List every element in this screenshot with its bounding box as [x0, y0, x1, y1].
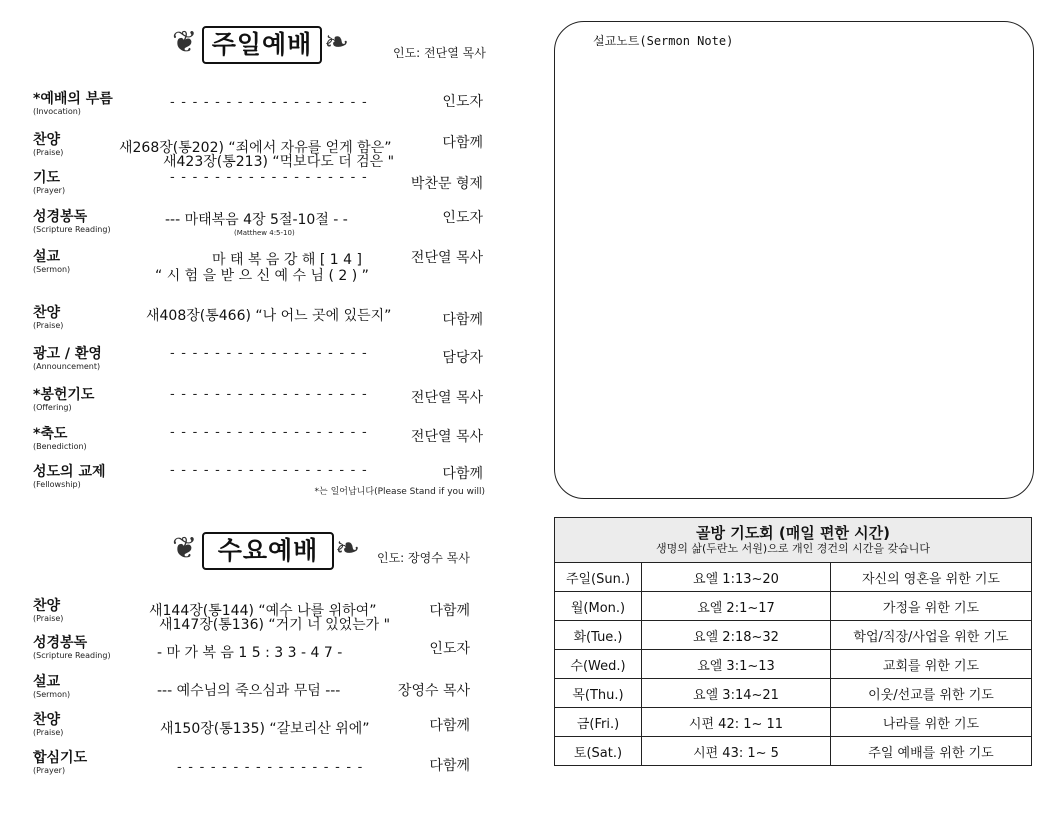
- hymn-line: 새144장(통144) “예수 나를 위하여”: [149, 603, 377, 619]
- sermon-series: 마 태 복 음 강 해 [ 1 4 ]: [212, 252, 362, 268]
- order-item-by: 다함께: [442, 312, 483, 328]
- table-row: [555, 563, 1032, 592]
- table-row: [555, 708, 1032, 737]
- left-flourish-icon: ❦: [172, 25, 198, 60]
- prayer-title: 골방 기도회 (매일 편한 시간): [696, 524, 890, 542]
- day-cell: 화(Tue.): [555, 621, 642, 650]
- order-item-by: 인도자: [442, 210, 483, 226]
- scripture-reference: - 마 가 복 음 1 5 : 3 3 - 4 7 -: [157, 645, 343, 661]
- topic-cell: 이웃/선교를 위한 기도: [831, 679, 1032, 708]
- wed-item-by: 다함께: [429, 758, 470, 774]
- wed-item-praise: 찬양 (Praise): [33, 598, 64, 623]
- wed-item-scripture: 성경봉독 (Scripture Reading): [33, 635, 111, 660]
- hymn-line: 새268장(통202) “죄에서 자유를 얻게 함은”: [119, 140, 392, 156]
- table-row: [555, 737, 1032, 766]
- passage-cell: 요엘 3:14~21: [642, 679, 831, 708]
- passage-cell: 요엘 1:13~20: [642, 563, 831, 592]
- prayer-table-header: [555, 518, 1032, 563]
- sermon-note-title: 설교노트(Sermon Note): [593, 34, 734, 48]
- order-item-sermon: 설교 (Sermon): [33, 249, 71, 274]
- order-item-by: 전단열 목사: [410, 390, 483, 406]
- right-flourish-icon: ❧: [324, 25, 350, 60]
- dash-leader: -----------------: [177, 760, 369, 775]
- passage-cell: 시편 43: 1~ 5: [642, 737, 831, 766]
- order-item-by: 다함께: [442, 135, 483, 151]
- dash-leader: ------------------: [170, 425, 374, 440]
- order-item-by: 박찬문 형제: [410, 176, 483, 192]
- order-item-by: 인도자: [442, 94, 483, 110]
- wed-item-by: 다함께: [429, 603, 470, 619]
- wed-item-prayer: 합심기도 (Prayer): [33, 750, 88, 775]
- table-row: [555, 621, 1032, 650]
- wednesday-leader: 인도: 장영수 목사: [377, 551, 470, 565]
- order-item-invocation: *예배의 부름 (Invocation): [33, 91, 113, 116]
- prayer-subtitle: 생명의 삶(두란노 서원)으로 개인 경건의 시간을 갖습니다: [656, 542, 930, 555]
- order-item-praise-2: 찬양 (Praise): [33, 305, 64, 330]
- wed-item-praise-2: 찬양 (Praise): [33, 712, 64, 737]
- passage-cell: 요엘 3:1~13: [642, 650, 831, 679]
- right-flourish-icon: ❧: [335, 531, 361, 566]
- wed-item-by: 인도자: [429, 641, 470, 657]
- order-item-by: 전단열 목사: [410, 250, 483, 266]
- scripture-english: (Matthew 4:5-10): [234, 229, 295, 237]
- order-item-fellowship: 성도의 교제 (Fellowship): [33, 464, 106, 489]
- topic-cell: 교회를 위한 기도: [831, 650, 1032, 679]
- hymn-line: 새150장(통135) “갈보리산 위에”: [160, 721, 370, 737]
- order-item-benediction: *축도 (Benediction): [33, 426, 87, 451]
- order-item-praise: 찬양 (Praise): [33, 132, 64, 157]
- day-cell: 목(Thu.): [555, 679, 642, 708]
- hymn-line: 새408장(통466) “나 어느 곳에 있든지”: [146, 308, 392, 324]
- table-row: [555, 650, 1032, 679]
- order-item-by: 다함께: [442, 466, 483, 482]
- day-cell: 수(Wed.): [555, 650, 642, 679]
- sermon-note-box[interactable]: [554, 21, 1034, 499]
- topic-cell: 자신의 영혼을 위한 기도: [831, 563, 1032, 592]
- topic-cell: 나라를 위한 기도: [831, 708, 1032, 737]
- order-item-by: 담당자: [442, 350, 483, 366]
- day-cell: 토(Sat.): [555, 737, 642, 766]
- table-row: [555, 592, 1032, 621]
- dash-leader: ------------------: [170, 346, 374, 361]
- wed-item-sermon: 설교 (Sermon): [33, 674, 71, 699]
- sunday-title: 주일예배: [202, 26, 322, 64]
- sermon-title: “ 시 험 을 받 으 신 예 수 님 ( 2 ) ”: [155, 268, 369, 284]
- passage-cell: 요엘 2:1~17: [642, 592, 831, 621]
- sunday-banner: [172, 22, 352, 66]
- wed-item-by: 다함께: [429, 718, 470, 734]
- passage-cell: 시편 42: 1~ 11: [642, 708, 831, 737]
- order-item-announcement: 광고 / 환영 (Announcement): [33, 346, 102, 371]
- table-row: [555, 679, 1032, 708]
- stand-note: *는 일어납니다(Please Stand if you will): [314, 487, 485, 497]
- dash-leader: ------------------: [170, 95, 374, 110]
- wednesday-title: 수요예배: [202, 532, 334, 570]
- sermon-title: --- 예수님의 죽으심과 무덤 ---: [157, 683, 341, 699]
- left-flourish-icon: ❦: [172, 531, 198, 566]
- day-cell: 금(Fri.): [555, 708, 642, 737]
- wed-item-by: 장영수 목사: [397, 683, 470, 699]
- topic-cell: 학업/직장/사업을 위한 기도: [831, 621, 1032, 650]
- day-cell: 주일(Sun.): [555, 563, 642, 592]
- order-item-offering: *봉헌기도 (Offering): [33, 387, 95, 412]
- passage-cell: 요엘 2:18~32: [642, 621, 831, 650]
- order-item-by: 전단열 목사: [410, 429, 483, 445]
- dash-leader: ------------------: [170, 463, 374, 478]
- hymn-line: 새147장(통136) “거기 너 있었는가 ": [159, 617, 391, 633]
- dash-leader: ------------------: [170, 387, 374, 402]
- dash-leader: ------------------: [170, 170, 374, 185]
- scripture-reference: --- 마태복음 4장 5절-10절 - -: [165, 212, 348, 228]
- order-item-prayer: 기도 (Prayer): [33, 170, 66, 195]
- sunday-leader: 인도: 전단열 목사: [393, 46, 486, 60]
- day-cell: 월(Mon.): [555, 592, 642, 621]
- wednesday-banner: [172, 528, 362, 572]
- prayer-schedule-table: [554, 517, 1032, 766]
- topic-cell: 주일 예배를 위한 기도: [831, 737, 1032, 766]
- hymn-line: 새423장(통213) “먹보다도 더 검은 ": [163, 154, 395, 170]
- order-item-scripture: 성경봉독 (Scripture Reading): [33, 209, 111, 234]
- topic-cell: 가정을 위한 기도: [831, 592, 1032, 621]
